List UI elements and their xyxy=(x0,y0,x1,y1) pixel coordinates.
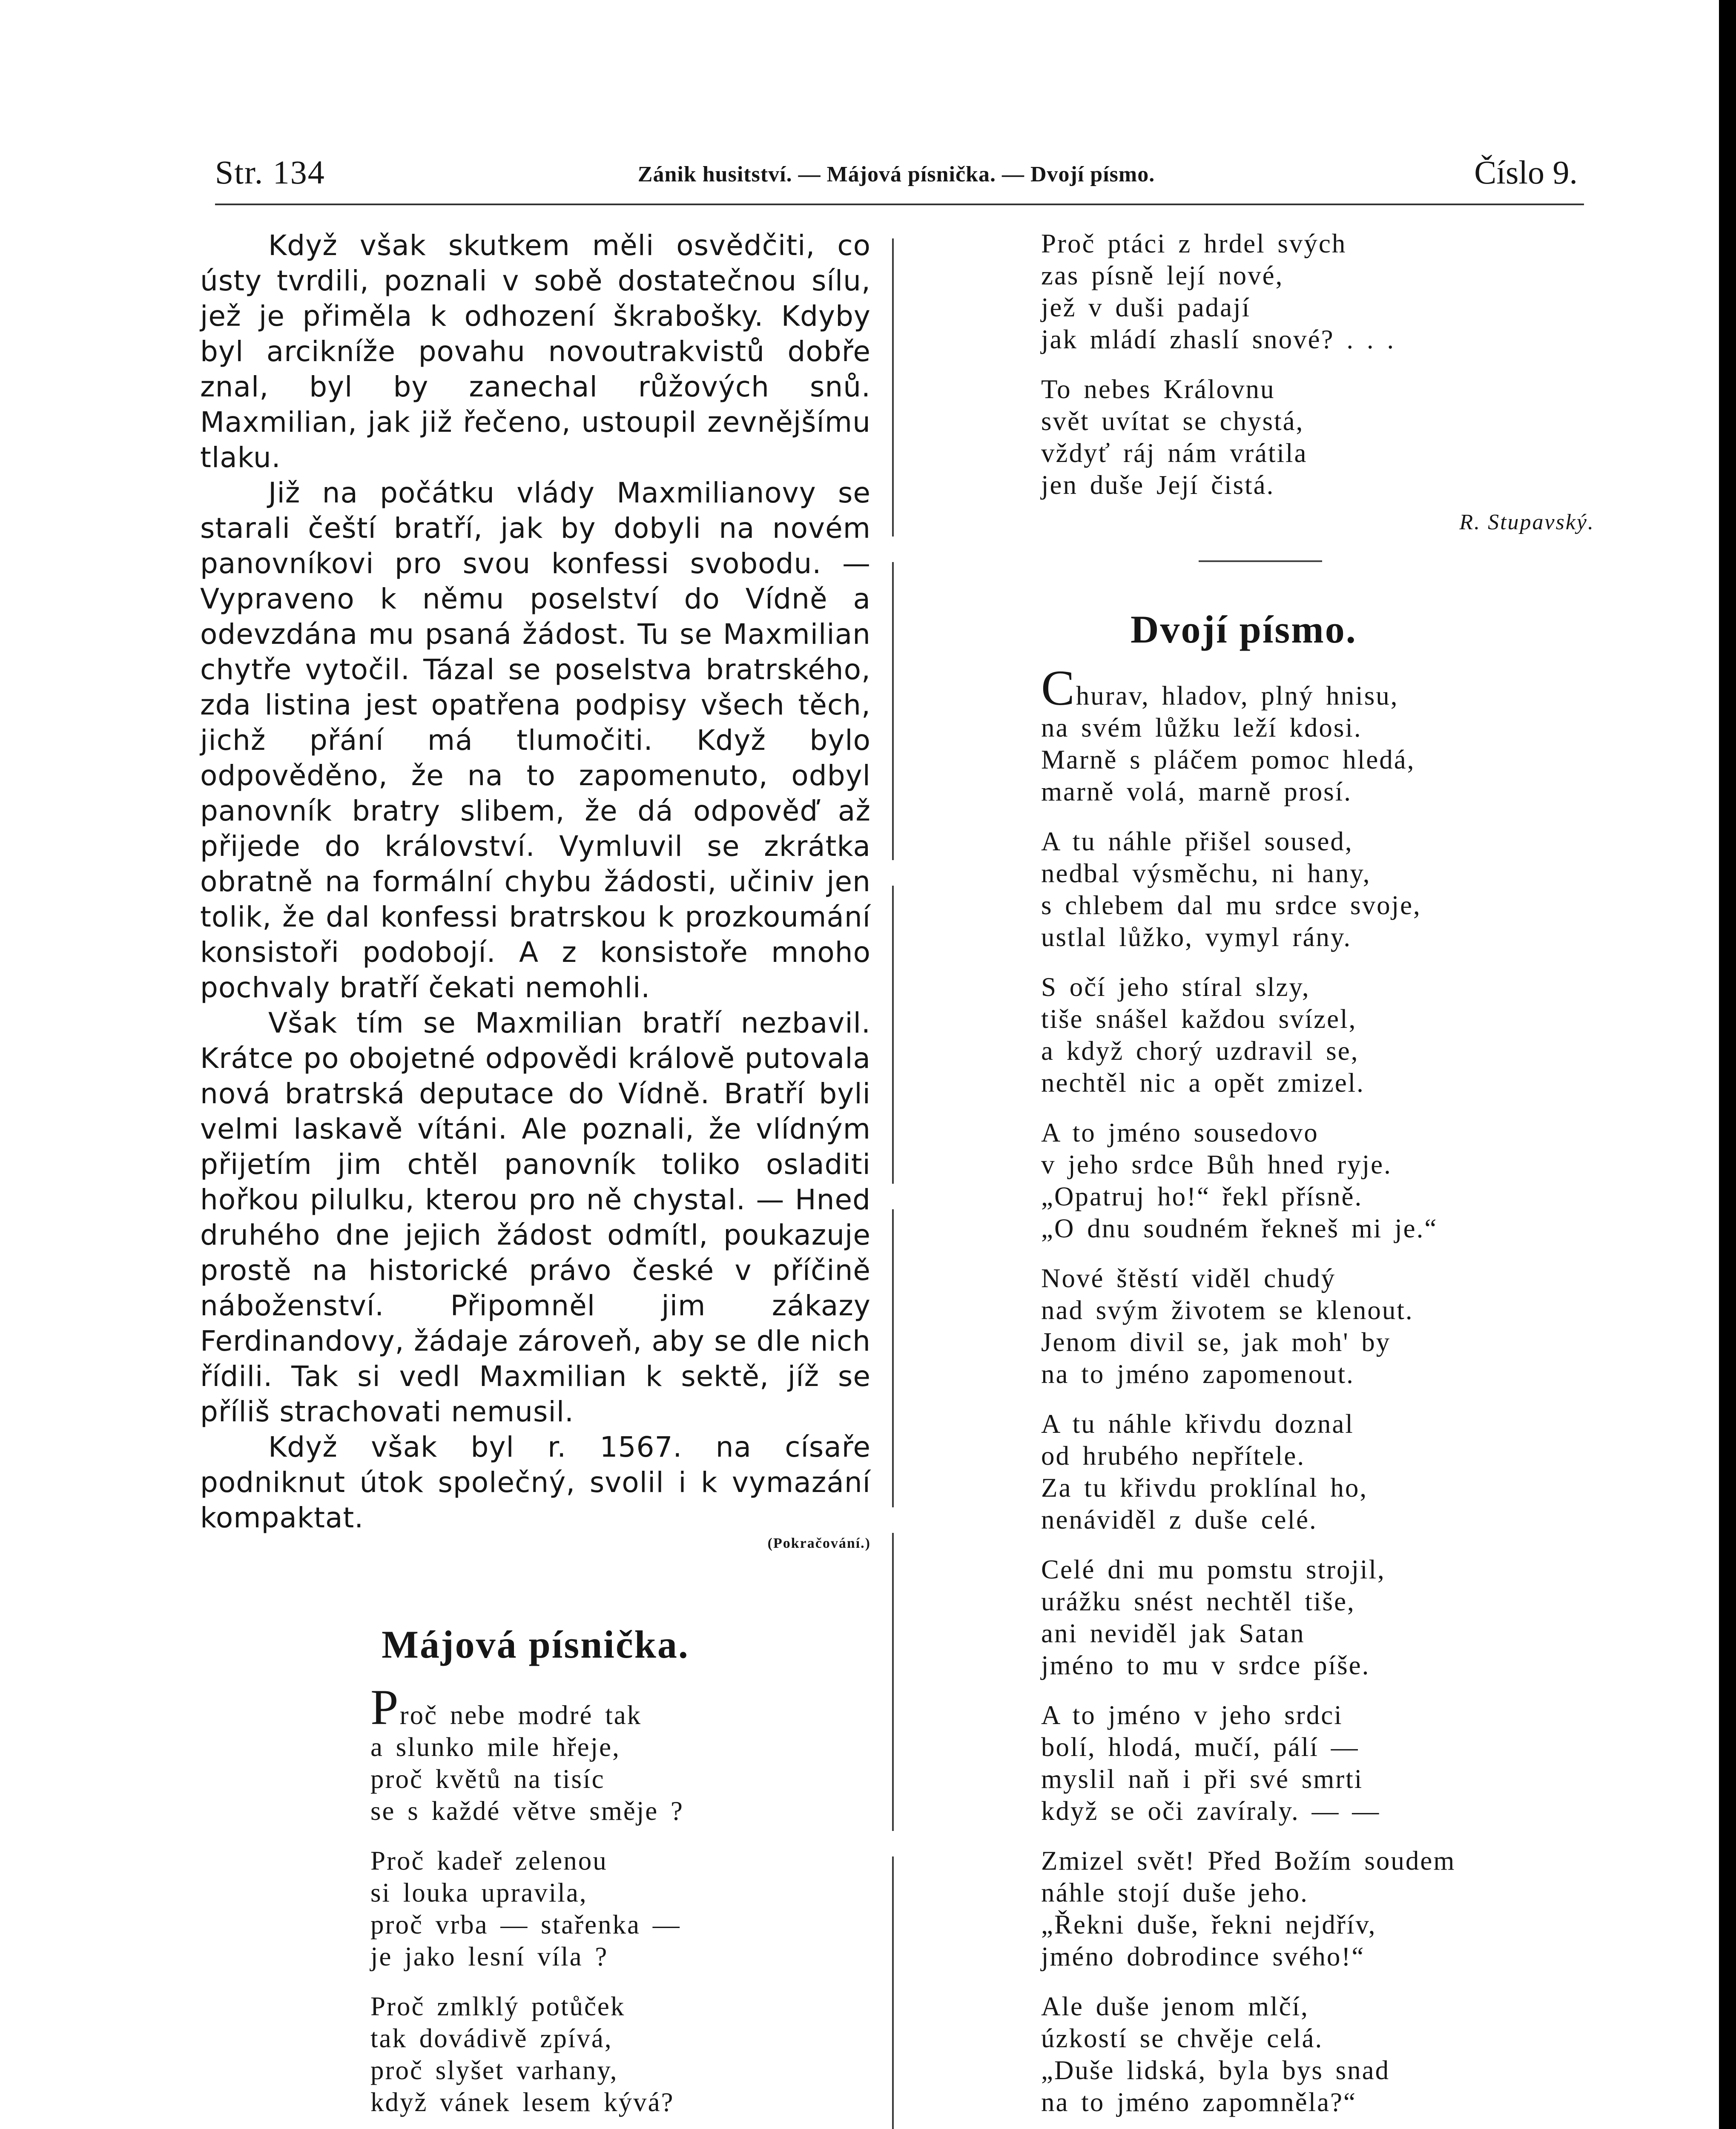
poem-line: zas písně lejí nové, xyxy=(1041,261,1284,290)
poem-line: myslil naň i při své smrti xyxy=(1041,1764,1363,1794)
poem-line: Proč ptáci z hrdel svých xyxy=(1041,229,1347,258)
poem-line: Celé dni mu pomstu strojil, xyxy=(1041,1555,1386,1584)
poem-line: jméno dobrodince svého!“ xyxy=(1041,1942,1365,1971)
poem-line: úzkostí se chvěje celá. xyxy=(1041,2023,1323,2053)
column-divider xyxy=(892,238,894,2129)
poem-stanza xyxy=(1041,1554,1595,1681)
poem-line: A to jméno sousedovo xyxy=(1041,1118,1319,1148)
header-rule xyxy=(215,204,1584,205)
page-number: Str. 134 xyxy=(215,154,325,191)
article-paragraph: Když však skutkem měli osvědčiti, co ústy tvrdili, poznali v sobě dostatečnou sílu, jež je přiměla k odhození škrabošky. Kdyby byl arcikníže povahu novoutrakvistů dobře znal, byl by zanechal růžových snů. Maxmilian, jak již řečeno, ustoupil zevnějšímu tlaku. xyxy=(200,229,871,474)
poem-line: A tu náhle křivdu doznal xyxy=(1041,1409,1354,1439)
scan-edge xyxy=(1719,0,1736,2129)
poem-line: marně volá, marně prosí. xyxy=(1041,777,1352,806)
poem-stanza xyxy=(1041,1699,1595,1827)
drop-cap: P xyxy=(370,1679,400,1735)
poem-line: nad svým životem se klenout. xyxy=(1041,1295,1414,1325)
poem-stanza xyxy=(370,1991,871,2118)
poem-stanza xyxy=(1041,971,1595,1099)
poem-line: a slunko mile hřeje, xyxy=(370,1732,620,1762)
poem-line: Proč kadeř zelenou xyxy=(370,1846,608,1876)
poem-line: proč slyšet varhany, xyxy=(370,2055,618,2085)
poem-stanza xyxy=(1041,373,1595,501)
poem-stanza xyxy=(370,1679,871,1827)
poem-line: jež v duši padají xyxy=(1041,293,1251,322)
poem-stanza xyxy=(1041,1262,1595,1390)
poem-line: náhle stojí duše jeho. xyxy=(1041,1878,1308,1908)
poem-line: a když chorý uzdravil se, xyxy=(1041,1036,1359,1066)
poem-line xyxy=(1041,660,1595,716)
poem-line: „Řekni duše, řekni nejdřív, xyxy=(1041,1910,1377,1940)
article-body xyxy=(200,228,871,1535)
poem-stanza xyxy=(1041,826,1595,953)
poem-stanza xyxy=(1041,1408,1595,1536)
poem-line: nedbal výsměchu, ni hany, xyxy=(1041,858,1371,888)
poem-line-rest: hurav, hladov, plný hnisu, xyxy=(1076,681,1399,711)
poem-line: vždyť ráj nám vrátila xyxy=(1041,438,1308,468)
poem-line: je jako lesní víla ? xyxy=(370,1942,608,1971)
poem-title: Dvojí písmo. xyxy=(1131,608,1357,651)
poem-line: „O dnu soudném řekneš mi je.“ xyxy=(1041,1214,1438,1243)
poem-line: Za tu křivdu proklínal ho, xyxy=(1041,1473,1368,1503)
poem-line: S očí jeho stíral slzy, xyxy=(1041,972,1310,1002)
poem-line: ustlal lůžko, vymyl rány. xyxy=(1041,922,1352,952)
poem-line: tak dovádivě zpívá, xyxy=(370,2023,613,2053)
poem-line: Nové štěstí viděl chudý xyxy=(1041,1263,1336,1293)
poem-line: Marně s pláčem pomoc hledá, xyxy=(1041,745,1415,775)
poem-line: proč vrba — stařenka — xyxy=(370,1910,681,1940)
section-rule xyxy=(1199,560,1322,562)
poem-line: Zmizel svět! Před Božím soudem xyxy=(1041,1846,1456,1876)
poem-line: tiše snášel každou svízel, xyxy=(1041,1004,1357,1034)
poem-stanza xyxy=(1041,1991,1595,2118)
poem-line: jak mládí zhaslí snové? . . . xyxy=(1041,324,1395,354)
poem-line: na svém lůžku leží kdosi. xyxy=(1041,713,1362,743)
poem-line: na to jméno zapomněla?“ xyxy=(1041,2087,1357,2117)
poem-line: se s každé větve směje ? xyxy=(370,1796,684,1826)
poem-line: od hrubého nepřítele. xyxy=(1041,1441,1306,1471)
poem-line: nenáviděl z duše celé. xyxy=(1041,1505,1317,1535)
poem-line: Proč zmlklý potůček xyxy=(370,1991,626,2021)
running-title: Zánik husitství. — Májová písnička. — Dvojí písmo. xyxy=(637,162,1155,187)
article-paragraph: Když však byl r. 1567. na císaře podniknut útok společný, svolil i k vymazání kompaktat. xyxy=(200,1431,871,1534)
poem-line: svět uvítat se chystá, xyxy=(1041,406,1304,436)
poem-stanza xyxy=(1041,1117,1595,1245)
poem-line xyxy=(370,1679,871,1735)
running-header xyxy=(215,153,1578,200)
poem-title: Májová písnička. xyxy=(382,1623,689,1666)
issue-number: Číslo 9. xyxy=(1474,154,1578,191)
article-paragraph: Již na počátku vlády Maxmilianovy se starali čeští bratří, jak by dobyli na novém panovníkovi pro svou konfessi svobodu. — Vypraveno k němu poselství do Vídně a odevzdána mu psaná žádost. Tu se Maxmilian chytře vytočil. Tázal se poselstva bratrského, zda listina jest opatřena podpisy všech těch, jichž přání má tlumočiti. Když bylo odpověděno, že na to zapomenuto, odbyl panovník bratry slibem, že dá odpověď až přijede do království. Vymluvil se zkrátka obratně na formální chybu žádosti, učiniv jen tolik, že dal konfessi bratrskou k prozkoumání konsistoři podobojí. A z konsistoře mnoho pochvaly bratří čekati nemohli. xyxy=(200,476,871,1004)
poem-stanza xyxy=(1041,228,1595,356)
poem-line: jen duše Její čistá. xyxy=(1041,470,1275,500)
left-column xyxy=(200,228,871,2129)
article-paragraph: Však tím se Maxmilian bratří nezbavil. Krátce po obojetné odpovědi královĕ putovala nová bratrská deputace do Vídně. Bratří byli velmi laskavě vítáni. Ale poznali, že vlídným přijetím jim chtěl panovník toliko osladiti hořkou pilulku, kterou pro ně chystal. — Hned druhého dne jejich žádost odmítl, poukazuje prostě na historické právo české v příčině náboženství. Připomněl jim zákazy Ferdinandovy, žádaje zároveň, aby se dle nich řídili. Tak si vedl Maxmilian k sektě, jíž se příliš strachovati nemusil. xyxy=(200,1007,871,1428)
poem-line-rest: roč nebe modré tak xyxy=(399,1700,642,1730)
poem-line: bolí, hlodá, mučí, pálí — xyxy=(1041,1732,1359,1762)
right-column xyxy=(1041,228,1595,2129)
poem-line: když vánek lesem kývá? xyxy=(370,2087,674,2117)
poem-line: jméno to mu v srdce píše. xyxy=(1041,1650,1370,1680)
poem-line: na to jméno zapomenout. xyxy=(1041,1359,1354,1389)
poem-stanza xyxy=(1041,660,1595,808)
poem-body xyxy=(200,1679,871,2129)
poem-line: A to jméno v jeho srdci xyxy=(1041,1700,1343,1730)
poem-line: když se oči zavíraly. — — xyxy=(1041,1796,1380,1826)
poem-line: v jeho srdce Bůh hned ryje. xyxy=(1041,1150,1392,1179)
continued-note: (Pokračování.) xyxy=(767,1535,871,1551)
poem-stanza xyxy=(1041,1845,1595,1973)
poem-line: urážku snést nechtěl tiše, xyxy=(1041,1587,1355,1616)
poem-line: Jenom divil se, jak moh' by xyxy=(1041,1327,1391,1357)
poem-author: R. Stupavský. xyxy=(1459,510,1595,534)
poem-line: To nebes Královnu xyxy=(1041,374,1275,404)
drop-cap: C xyxy=(1041,660,1076,716)
poem-stanza xyxy=(370,1845,871,1973)
poem-line: „Opatruj ho!“ řekl přísně. xyxy=(1041,1182,1363,1211)
poem-line: s chlebem dal mu srdce svoje, xyxy=(1041,890,1421,920)
poem-line: si louka upravila, xyxy=(370,1878,588,1908)
poem-line: A tu náhle přišel soused, xyxy=(1041,826,1353,856)
poem-line: Ale duše jenom mlčí, xyxy=(1041,1991,1309,2021)
poem-line: ani neviděl jak Satan xyxy=(1041,1618,1305,1648)
poem-line: proč květů na tisíc xyxy=(370,1764,605,1794)
poem-line: „Duše lidská, byla bys snad xyxy=(1041,2055,1390,2085)
poem-line: nechtěl nic a opět zmizel. xyxy=(1041,1068,1365,1098)
